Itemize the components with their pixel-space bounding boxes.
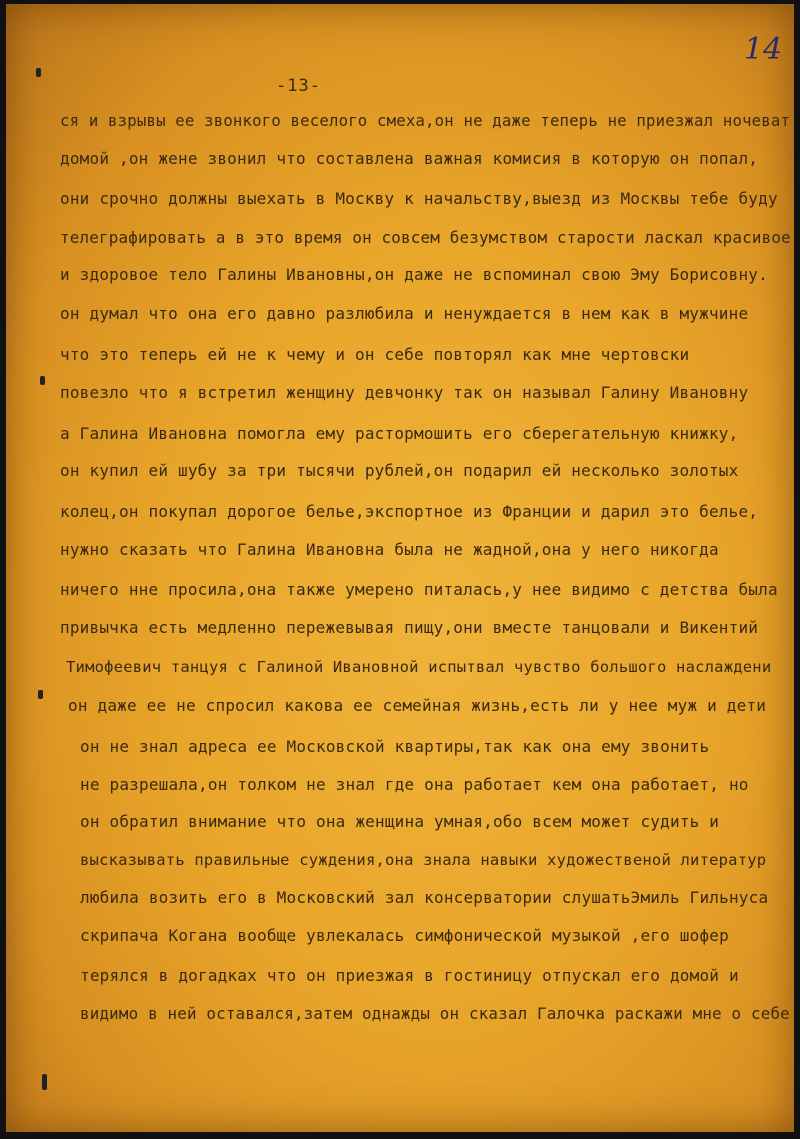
- text-line: нужно сказать что Галина Ивановна была не жадной,она у него никогда: [60, 540, 719, 559]
- text-line: терялся в догадках что он приезжая в гостиницу отпускал его домой и: [80, 966, 739, 985]
- text-line: домой ,он жене звонил что составлена важная комисия в которую он попал,: [60, 149, 759, 168]
- text-line: они срочно должны выехать в Москву к начальству,выезд из Москвы тебе буду: [60, 189, 778, 208]
- text-line: а Галина Ивановна помогла ему растормошить его сберегательную книжку,: [60, 424, 739, 443]
- text-line: он не знал адреса ее Московской квартиры,так как она ему звонить: [80, 737, 710, 756]
- text-line: привычка есть медленно пережевывая пищу,они вместе танцовали и Викентий: [60, 618, 759, 637]
- text-line: он даже ее не спросил какова ее семейная жизнь,есть ли у нее муж и дети: [68, 696, 767, 715]
- text-line: повезло что я встретил женщину девчонку так он называл Галину Ивановну: [60, 383, 749, 402]
- text-line: он обратил внимание что она женщина умная,обо всем может судить и: [80, 812, 720, 831]
- text-line: любила возить его в Московский зал консерватории слушатьЭмиль Гильнуса: [80, 888, 769, 907]
- text-line: колец,он покупал дорогое белье,экспортное из Франции и дарил это белье,: [60, 502, 759, 521]
- binding-hole-mark: [38, 690, 43, 699]
- text-line: ничего нне просила,она также умерено питалась,у нее видимо с детства была: [60, 580, 778, 599]
- page-number: -13-: [276, 76, 321, 96]
- text-line: Тимофеевич танцуя с Галиной Ивановной испытвал чувство большого наслаждени: [66, 658, 772, 676]
- text-line: он думал что она его давно разлюбила и ненуждается в нем как в мужчине: [60, 304, 749, 323]
- binding-hole-mark: [40, 376, 45, 385]
- text-line: скрипача Когана вообще увлекалась симфонической музыкой ,его шофер: [80, 926, 729, 945]
- binding-hole-mark: [36, 68, 41, 77]
- text-line: он купил ей шубу за три тысячи рублей,он подарил ей несколько золотых: [60, 461, 739, 480]
- text-line: что это теперь ей не к чему и он себе повторял как мне чертовски: [60, 345, 690, 364]
- text-line: высказывать правильные суждения,она знала навыки художественой литератур: [80, 851, 767, 869]
- text-line: видимо в ней оставался,затем однажды он сказал Галочка раскажи мне о себе: [80, 1004, 790, 1023]
- binding-hole-mark: [42, 1074, 47, 1090]
- text-line: и здоровое тело Галины Ивановны,он даже не вспоминал свою Эму Борисовну.: [60, 265, 768, 284]
- archive-number: 14: [744, 32, 783, 67]
- text-line: ся и взрывы ее звонкого веселого смеха,он не даже теперь не приезжал ночеват: [60, 111, 791, 130]
- text-line: телеграфировать а в это время он совсем безумством старости ласкал красивое: [60, 228, 791, 247]
- text-line: не разрешала,он толком не знал где она работает кем она работает, но: [80, 775, 749, 794]
- document-page: [6, 4, 794, 1132]
